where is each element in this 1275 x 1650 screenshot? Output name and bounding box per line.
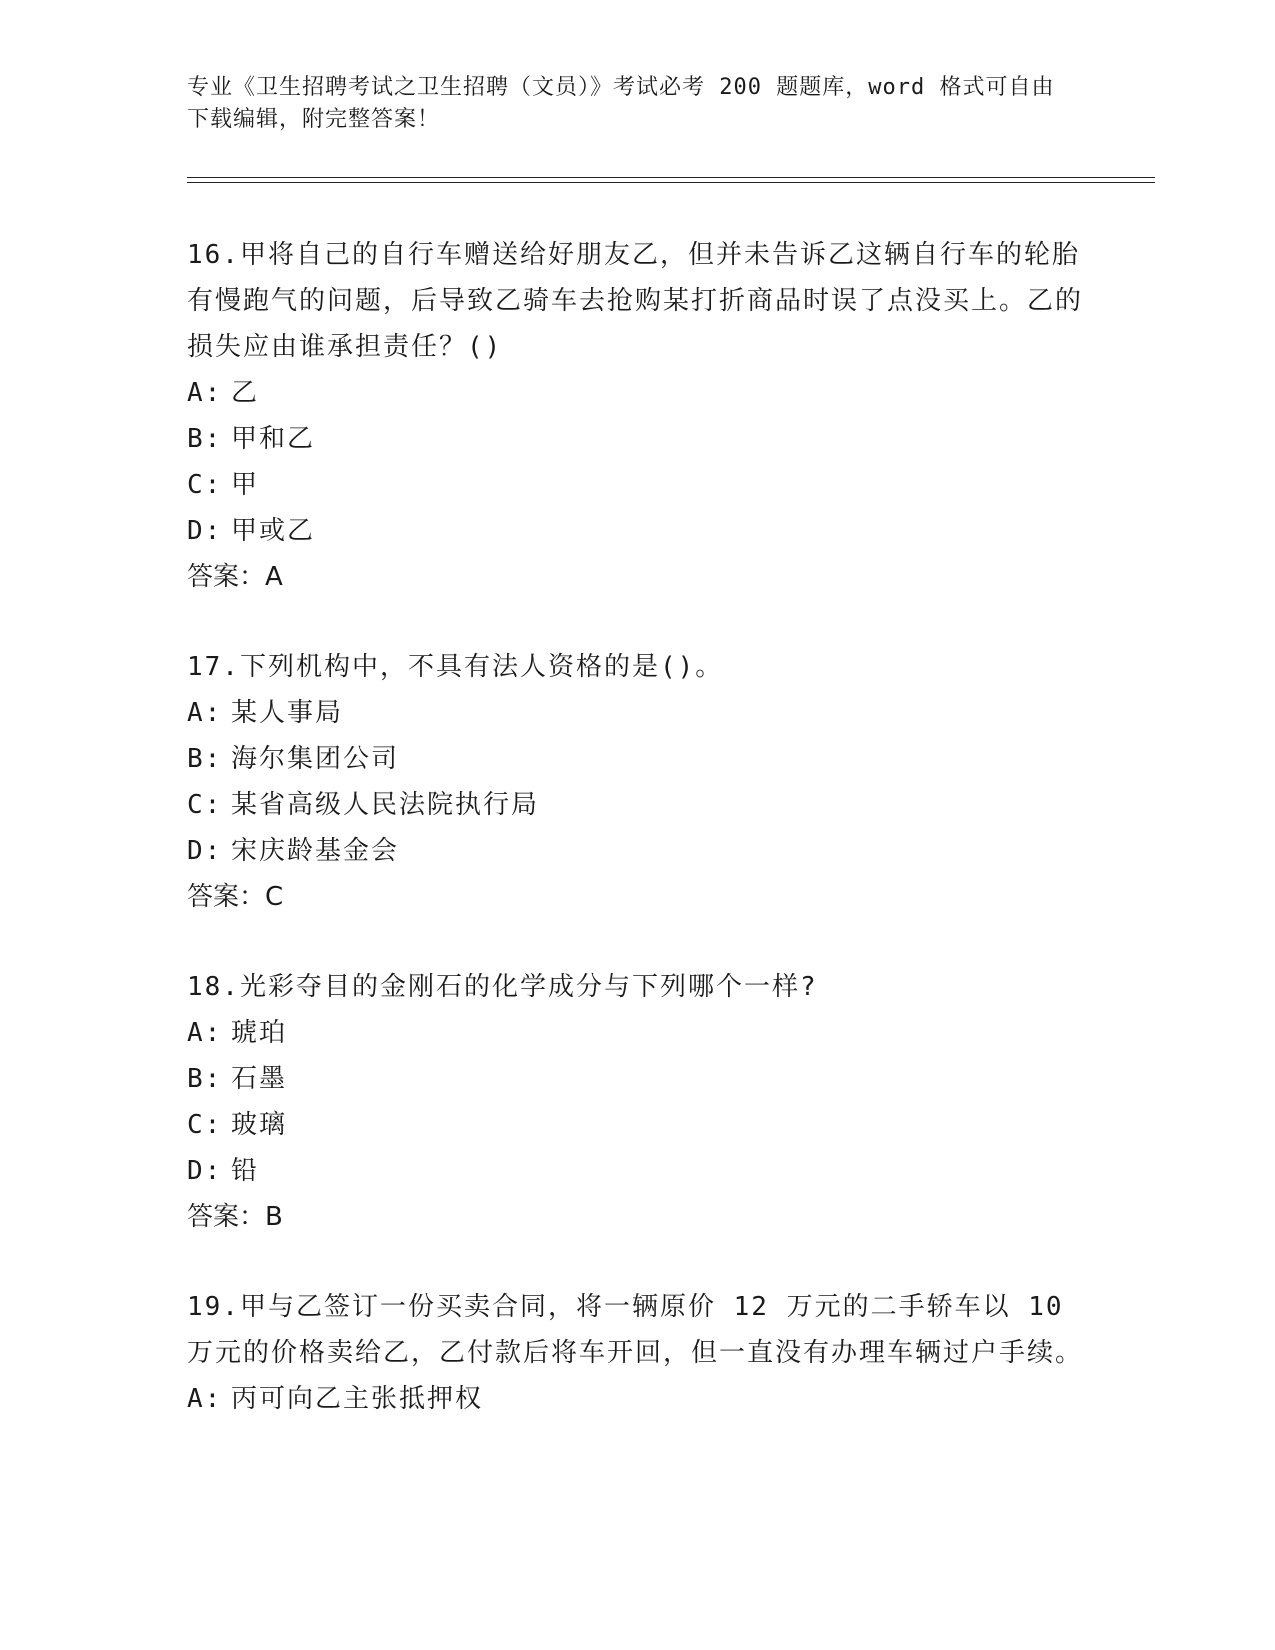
option-text: 乙 bbox=[231, 378, 260, 408]
option-text: 铅 bbox=[231, 1156, 260, 1186]
option-text: 石墨 bbox=[231, 1064, 288, 1094]
option-key: D: bbox=[187, 1156, 223, 1186]
option-key: B: bbox=[187, 424, 223, 454]
option-key: A: bbox=[187, 698, 223, 728]
option-key: C: bbox=[187, 470, 223, 500]
option-d bbox=[187, 508, 1087, 554]
option-text: 某省高级人民法院执行局 bbox=[231, 790, 540, 820]
option-key: B: bbox=[187, 1064, 223, 1094]
option-text: 丙可向乙主张抵押权 bbox=[231, 1384, 484, 1414]
question-18 bbox=[187, 964, 1087, 1240]
option-d bbox=[187, 828, 1087, 874]
question-text: 18.光彩夺目的金刚石的化学成分与下列哪个一样? bbox=[187, 972, 818, 1002]
answer-line bbox=[187, 874, 1087, 920]
option-key: C: bbox=[187, 1110, 223, 1140]
option-key: D: bbox=[187, 836, 223, 866]
option-key: D: bbox=[187, 516, 223, 546]
question-19 bbox=[187, 1284, 1087, 1422]
option-text: 琥珀 bbox=[231, 1018, 288, 1048]
option-a bbox=[187, 1010, 1087, 1056]
option-text: 甲或乙 bbox=[231, 516, 316, 546]
header-divider bbox=[187, 177, 1155, 178]
option-text: 甲 bbox=[231, 470, 260, 500]
option-b bbox=[187, 1056, 1087, 1102]
option-key: A: bbox=[187, 1018, 223, 1048]
answer-value: B bbox=[265, 1202, 283, 1232]
question-16 bbox=[187, 232, 1087, 600]
option-text: 玻璃 bbox=[231, 1110, 288, 1140]
option-a bbox=[187, 690, 1087, 736]
option-c bbox=[187, 462, 1087, 508]
document-header: 专业《卫生招聘考试之卫生招聘（文员）》考试必考 200 题题库，word 格式可自由下载编辑，附完整答案！ bbox=[187, 75, 1055, 132]
option-text: 甲和乙 bbox=[231, 424, 316, 454]
question-text: 16.甲将自己的自行车赠送给好朋友乙，但并未告诉乙这辆自行车的轮胎有慢跑气的问题，后导致乙骑车去抢购某打折商品时误了点没买上。乙的损失应由谁承担责任？() bbox=[187, 240, 1084, 362]
question-17 bbox=[187, 644, 1087, 920]
answer-value: A bbox=[265, 562, 283, 592]
question-text: 17.下列机构中，不具有法人资格的是()。 bbox=[187, 652, 724, 682]
answer-label: 答案： bbox=[187, 882, 266, 912]
answer-line bbox=[187, 1194, 1087, 1240]
option-key: A: bbox=[187, 378, 223, 408]
question-text: 19.甲与乙签订一份买卖合同，将一辆原价 12 万元的二手轿车以 10 万元的价格卖给乙，乙付款后将车开回，但一直没有办理车辆过户手续。 bbox=[187, 1292, 1084, 1368]
option-a bbox=[187, 1376, 1087, 1422]
answer-line bbox=[187, 554, 1087, 600]
option-text: 某人事局 bbox=[231, 698, 344, 728]
option-text: 海尔集团公司 bbox=[231, 744, 400, 774]
question-list bbox=[187, 232, 1087, 1466]
option-c bbox=[187, 1102, 1087, 1148]
header-divider-secondary bbox=[187, 182, 1155, 183]
option-key: C: bbox=[187, 790, 223, 820]
answer-label: 答案： bbox=[187, 562, 266, 592]
option-key: B: bbox=[187, 744, 223, 774]
option-d bbox=[187, 1148, 1087, 1194]
option-b bbox=[187, 416, 1087, 462]
answer-value: C bbox=[265, 882, 284, 912]
option-c bbox=[187, 782, 1087, 828]
option-b bbox=[187, 736, 1087, 782]
option-text: 宋庆龄基金会 bbox=[231, 836, 400, 866]
option-key: A: bbox=[187, 1384, 223, 1414]
option-a bbox=[187, 370, 1087, 416]
answer-label: 答案： bbox=[187, 1202, 266, 1232]
